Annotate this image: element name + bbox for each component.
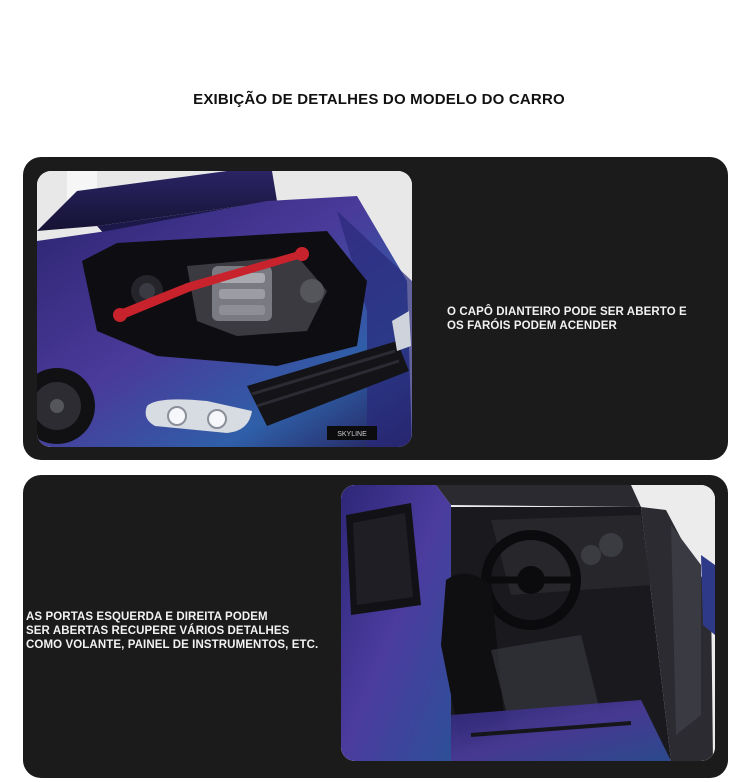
- hood-caption-line-1: O CAPÔ DIANTEIRO PODE SER ABERTO E: [447, 306, 687, 318]
- doors-caption-line-2: SER ABERTAS RECUPERE VÁRIOS DETALHES: [26, 625, 290, 637]
- doors-caption-line-1: AS PORTAS ESQUERDA E DIREITA PODEM: [26, 611, 268, 623]
- feature-card-doors: [23, 475, 728, 778]
- page-title: EXIBIÇÃO DE DETALHES DO MODELO DO CARRO: [193, 91, 565, 108]
- hood-caption-line-2: OS FARÓIS PODEM ACENDER: [447, 320, 617, 332]
- doors-caption: [26, 610, 336, 652]
- interior-photo: [341, 485, 715, 761]
- feature-card-hood: [23, 157, 728, 460]
- doors-caption-line-3: COMO VOLANTE, PAINEL DE INSTRUMENTOS, ETC.: [26, 639, 319, 651]
- skyline-badge: SKYLINE: [337, 431, 367, 438]
- engine-bay-photo: [37, 171, 412, 447]
- hood-caption: [447, 305, 717, 333]
